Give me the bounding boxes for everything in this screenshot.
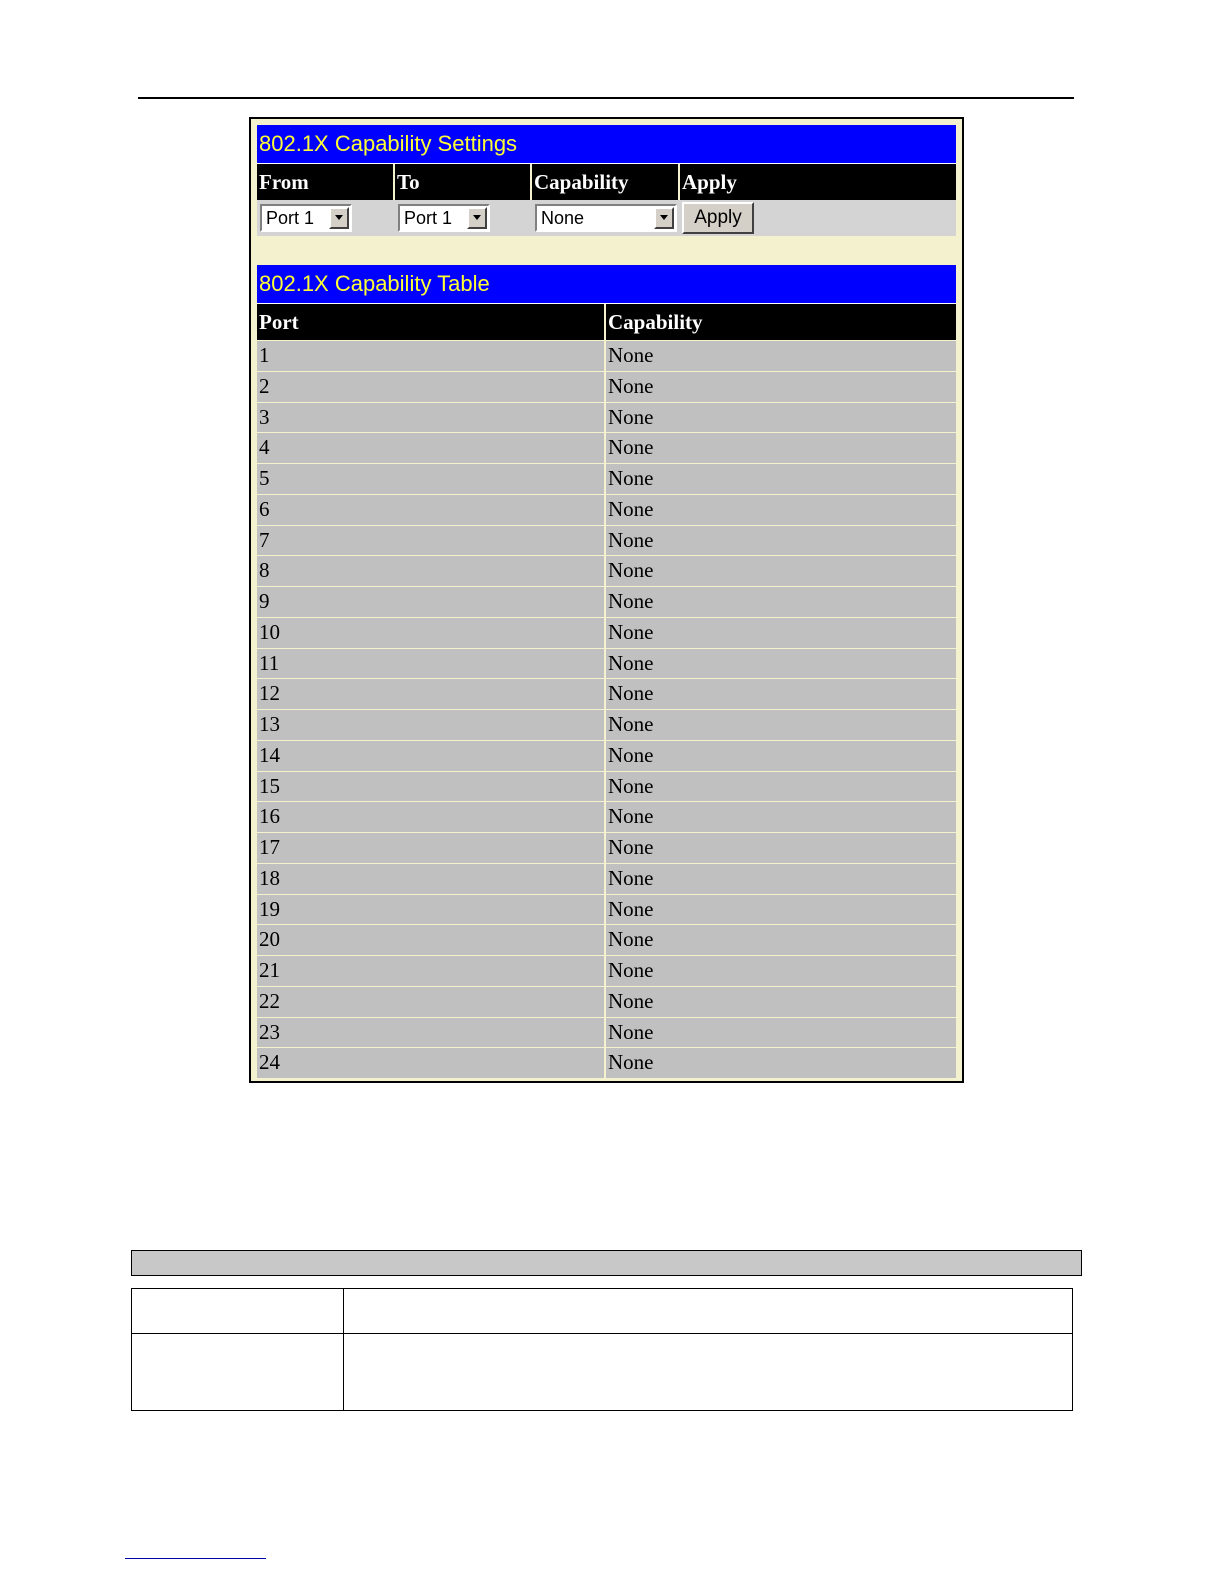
table-row bbox=[257, 924, 956, 955]
capability-cell: None bbox=[608, 435, 654, 460]
port-cell: 24 bbox=[257, 1048, 606, 1078]
apply-button[interactable]: Apply bbox=[682, 202, 754, 234]
from-port-select[interactable] bbox=[260, 204, 352, 232]
capability-cell: None bbox=[608, 466, 654, 490]
header-port: Port bbox=[257, 304, 606, 340]
capability-cell: None bbox=[608, 804, 654, 829]
capability-cell: None bbox=[608, 527, 654, 552]
table-row bbox=[257, 986, 956, 1017]
table-row bbox=[257, 771, 956, 802]
settings-row bbox=[257, 200, 956, 236]
table-row bbox=[257, 740, 956, 771]
port-cell: 5 bbox=[257, 464, 606, 494]
capability-cell: None bbox=[608, 373, 654, 398]
port-cell: 1 bbox=[257, 341, 606, 371]
port-cell: 16 bbox=[257, 802, 606, 832]
table-row bbox=[257, 678, 956, 709]
port-cell: 6 bbox=[257, 495, 606, 525]
table-row bbox=[257, 894, 956, 925]
header-table-capability: Capability bbox=[606, 304, 956, 340]
port-cell: 18 bbox=[257, 864, 606, 894]
table-row bbox=[257, 586, 956, 617]
capability-cell: None bbox=[608, 496, 654, 521]
capability-cell: None bbox=[608, 927, 654, 952]
table-row bbox=[257, 371, 956, 402]
capability-cell: None bbox=[608, 773, 654, 798]
table-row bbox=[257, 432, 956, 463]
table-row bbox=[257, 525, 956, 556]
port-cell: 23 bbox=[257, 1018, 606, 1048]
port-cell: 7 bbox=[257, 526, 606, 556]
to-port-value: Port 1 bbox=[404, 207, 453, 228]
table-row bbox=[132, 1334, 1073, 1411]
port-cell: 14 bbox=[257, 741, 606, 771]
port-cell: 4 bbox=[257, 433, 606, 463]
table-row bbox=[257, 494, 956, 525]
port-cell: 3 bbox=[257, 403, 606, 433]
capability-value: None bbox=[541, 207, 585, 228]
chevron-down-icon[interactable] bbox=[654, 207, 674, 229]
table-row bbox=[257, 463, 956, 494]
port-cell: 22 bbox=[257, 987, 606, 1017]
chevron-down-icon[interactable] bbox=[329, 207, 349, 229]
capability-cell: None bbox=[608, 619, 654, 644]
table-row bbox=[257, 832, 956, 863]
table-row bbox=[257, 863, 956, 894]
capability-cell: None bbox=[608, 835, 654, 859]
description-table-header bbox=[131, 1250, 1082, 1276]
table-row bbox=[257, 340, 956, 371]
capability-cell: None bbox=[608, 404, 654, 429]
capability-cell: None bbox=[608, 558, 654, 583]
port-cell: 9 bbox=[257, 587, 606, 617]
port-cell: 21 bbox=[257, 956, 606, 986]
table-row bbox=[257, 1047, 956, 1078]
description-table bbox=[131, 1288, 1073, 1411]
header-rule bbox=[138, 97, 1074, 99]
table-row bbox=[257, 402, 956, 433]
capability-cell: None bbox=[608, 589, 654, 613]
table-row bbox=[257, 709, 956, 740]
table-title: 802.1X Capability Table bbox=[257, 265, 956, 304]
chevron-down-icon[interactable] bbox=[467, 207, 487, 229]
table-row bbox=[257, 648, 956, 679]
table-header-row bbox=[257, 304, 956, 340]
table-row bbox=[257, 801, 956, 832]
capability-panel bbox=[249, 117, 964, 1083]
port-cell: 19 bbox=[257, 895, 606, 925]
capability-table-body bbox=[257, 340, 956, 1078]
table-row bbox=[257, 617, 956, 648]
capability-cell: None bbox=[608, 343, 654, 367]
capability-cell: None bbox=[608, 1050, 654, 1075]
port-cell: 8 bbox=[257, 556, 606, 586]
to-port-select[interactable] bbox=[398, 204, 490, 232]
footer-link-underline bbox=[125, 1558, 266, 1559]
port-cell: 10 bbox=[257, 618, 606, 648]
capability-cell: None bbox=[608, 650, 654, 675]
port-cell: 11 bbox=[257, 649, 606, 679]
port-cell: 13 bbox=[257, 710, 606, 740]
header-from: From bbox=[257, 164, 395, 200]
capability-cell: None bbox=[608, 896, 654, 921]
port-cell: 2 bbox=[257, 372, 606, 402]
header-capability: Capability bbox=[532, 164, 680, 200]
table-row bbox=[257, 1017, 956, 1048]
header-to: To bbox=[395, 164, 532, 200]
table-row bbox=[257, 555, 956, 586]
capability-cell: None bbox=[608, 742, 654, 767]
capability-cell: None bbox=[608, 1019, 654, 1044]
settings-title: 802.1X Capability Settings bbox=[257, 125, 956, 164]
settings-header-row bbox=[257, 164, 956, 200]
capability-cell: None bbox=[608, 958, 654, 982]
capability-cell: None bbox=[608, 712, 654, 736]
header-apply: Apply bbox=[680, 164, 956, 200]
capability-select[interactable] bbox=[535, 204, 677, 232]
port-cell: 12 bbox=[257, 679, 606, 709]
table-row bbox=[257, 955, 956, 986]
table-row bbox=[132, 1289, 1073, 1334]
port-cell: 17 bbox=[257, 833, 606, 863]
capability-cell: None bbox=[608, 988, 654, 1013]
from-port-value: Port 1 bbox=[266, 207, 315, 228]
port-cell: 15 bbox=[257, 772, 606, 802]
capability-cell: None bbox=[608, 865, 654, 890]
capability-cell: None bbox=[608, 681, 654, 706]
port-cell: 20 bbox=[257, 925, 606, 955]
